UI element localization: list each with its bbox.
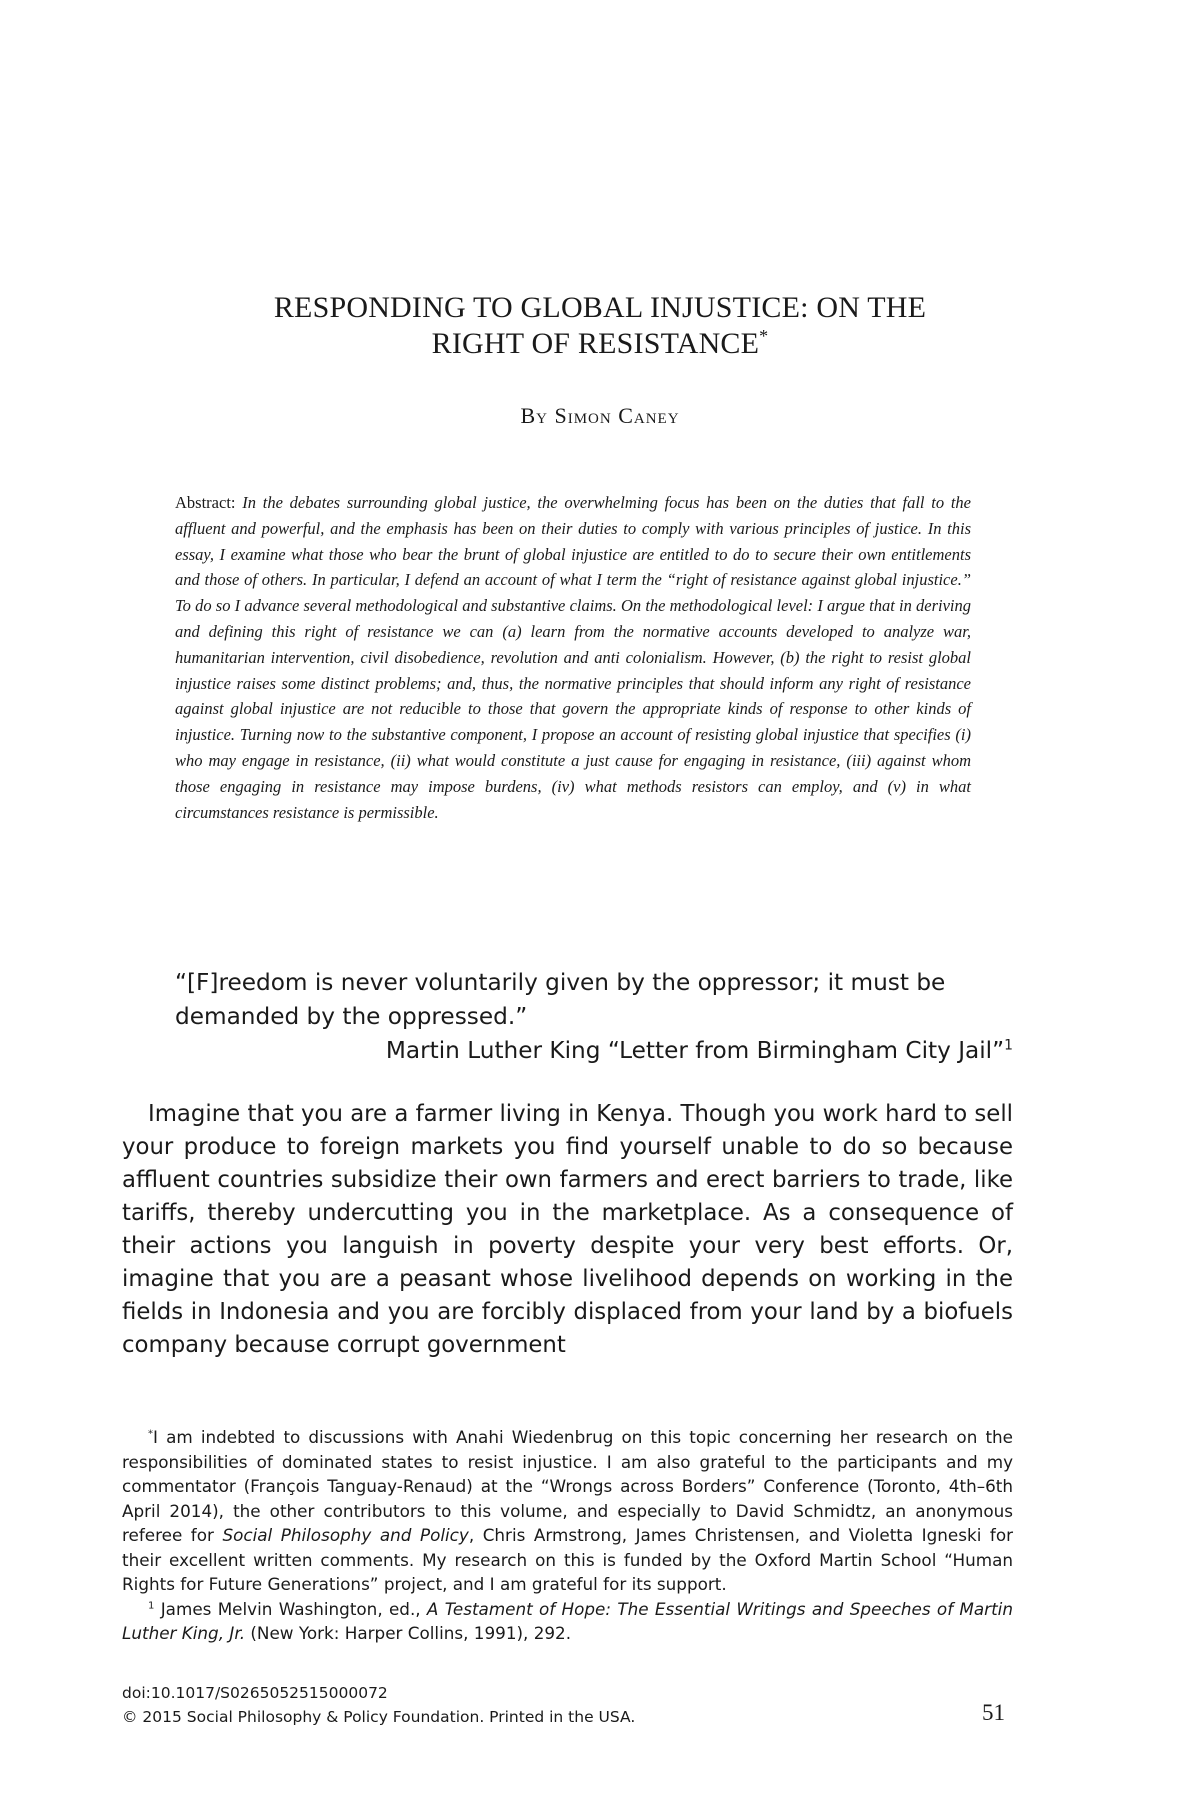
footnote-star-journal: Social Philosophy and Policy xyxy=(222,1525,469,1545)
doi-line: doi:10.1017/S0265052515000072 xyxy=(122,1684,388,1702)
footnote-1-text-2: (New York: Harper Collins, 1991), 292. xyxy=(250,1623,572,1643)
title-line-2-text: RIGHT OF RESISTANCE xyxy=(431,327,760,360)
epigraph-note-ref: 1 xyxy=(1004,1037,1013,1054)
footnote-star-text-2: , Chris Armstrong, James Christensen, and Violetta Igneski for their excellent written comments. My research on this is funded by the Oxford Martin School “Human Rights for Future Generations” project, and I am grateful for its support. xyxy=(122,1525,1013,1594)
body-paragraph: Imagine that you are a farmer living in Kenya. Though you work hard to sell your produce to foreign markets you find yourself unable to do so because affluent countries subsidize their own farmers and erect barriers to trade, like tariffs, thereby undercutting you in the marketplace. As a consequence of their actions you languish in poverty despite your very best efforts. Or, imagine that you are a peasant whose livelihood depends on working in the fields in Indonesia and you are forcibly displaced from your land by a biofuels company because corrupt government xyxy=(122,1101,1013,1358)
abstract xyxy=(175,490,971,825)
footnote-1-text-1: James Melvin Washington, ed., xyxy=(160,1598,421,1619)
page-number: 51 xyxy=(982,1700,1005,1725)
epigraph xyxy=(175,966,1013,1068)
epigraph-quote: “[F]reedom is never voluntarily given by the oppressor; it must be demanded by the oppressed.” xyxy=(175,969,946,1030)
title-line-2 xyxy=(125,326,1075,362)
footnote-1 xyxy=(122,1597,1013,1646)
article-title xyxy=(125,290,1075,362)
title-footnote-mark: * xyxy=(759,326,769,346)
author-byline: By Simon Caney xyxy=(520,403,680,428)
epigraph-attribution: Martin Luther King “Letter from Birmingham City Jail” xyxy=(385,1037,1005,1064)
footnote-star-text-1: I am indebted to discussions with Anahi Wiedenbrug on this topic concerning her research on the responsibilities of dominated states to resist injustice. I am also grateful to the participants and my commentator (François Tanguay-Renaud) at the “Wrongs across Borders” Conference (Toronto, 4th–6th April 2014), the other contributors to this volume, and especially to David Schmidtz, an anonymous referee for xyxy=(122,1427,1013,1545)
footnote-star xyxy=(122,1425,1013,1597)
title-line-1: RESPONDING TO GLOBAL INJUSTICE: ON THE xyxy=(273,291,927,324)
epigraph-attribution-line xyxy=(175,1034,1013,1068)
footnotes xyxy=(122,1425,1013,1646)
abstract-label: Abstract: xyxy=(175,493,236,512)
footnote-1-mark: 1 xyxy=(148,1599,155,1611)
abstract-text: In the debates surrounding global justice, the overwhelming focus has been on the duties that fall to the affluent and powerful, and the emphasis has been on their duties to comply with various principles of justice. In this essay, I examine what those who bear the brunt of global injustice are entitled to do to secure their own entitlements and those of others. In particular, I defend an account of what I term the “right of resistance against global injustice.” To do so I advance several methodological and substantive claims. On the methodological level: I argue that in deriving and defining this right of resistance we can (a) learn from the normative accounts developed to analyze war, humanitarian intervention, civil disobedience, revolution and anti colonialism. However, (b) the right to resist global injustice raises some distinct problems; and, thus, the normative principles that should inform any right of resistance against global injustice are not reducible to those that govern the appropriate kinds of response to other kinds of injustice. Turning now to the substantive component, I propose an account of resisting global injustice that specifies (i) who may engage in resistance, (ii) what would constitute a just cause for engaging in resistance, (iii) against whom those engaging in resistance may impose burdens, (iv) what methods resistors can employ, and (v) in what circumstances resistance is permissible. xyxy=(175,493,971,822)
footnote-1-book-title: A Testament of Hope: The Essential Writings and Speeches of Martin Luther King, Jr. xyxy=(122,1598,1013,1643)
footnote-star-mark: * xyxy=(148,1428,154,1440)
copyright-line: © 2015 Social Philosophy & Policy Foundation. Printed in the USA. xyxy=(122,1708,636,1726)
